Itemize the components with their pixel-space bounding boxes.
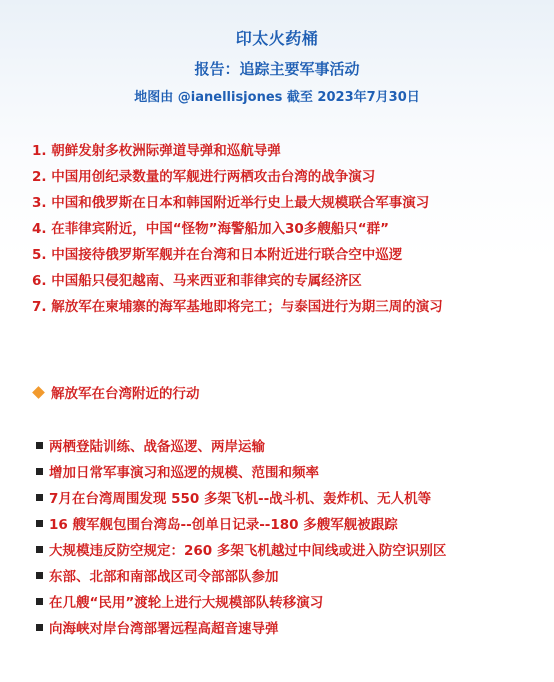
bullet-item [0,515,554,541]
square-bullet-icon [36,494,43,501]
list-item: 5. 中国接待俄罗斯军舰并在台湾和日本附近进行联合空中巡逻 [32,247,403,263]
bullet-text: 东部、北部和南部战区司令部部队参加 [49,569,279,585]
bullet-item [0,541,554,567]
list-item: 1. 朝鲜发射多枚洲际弹道导弹和巡航导弹 [32,143,281,159]
list-item: 6. 中国船只侵犯越南、马来西亚和菲律宾的专属经济区 [32,273,362,289]
square-bullet-icon [36,546,43,553]
section-heading [32,383,200,405]
square-bullet-icon [36,468,43,475]
bullet-text: 16 艘军舰包围台湾岛--创单日记录--180 多艘军舰被跟踪 [49,517,398,533]
bullet-item [0,437,554,463]
list-item: 3. 中国和俄罗斯在日本和韩国附近举行史上最大规模联合军事演习 [32,195,430,211]
square-bullet-icon [36,442,43,449]
list-item: 4. 在菲律宾附近，中国“怪物”海警船加入30多艘船只“群” [32,221,389,237]
page-subtitle: 报告：追踪主要军事活动 [194,60,360,78]
bullet-item [0,463,554,489]
square-bullet-icon [36,624,43,631]
bullet-text: 向海峡对岸台湾部署远程高超音速导弹 [49,621,279,637]
square-bullet-icon [36,572,43,579]
list-item: 7. 解放军在柬埔寨的海军基地即将完工；与泰国进行为期三周的演习 [32,299,443,315]
bullet-text: 两栖登陆训练、战备巡逻、两岸运输 [49,439,265,455]
bullet-text: 增加日常军事演习和巡逻的规模、范围和频率 [49,465,319,481]
square-bullet-icon [36,520,43,527]
section-heading-label: 解放军在台湾附近的行动 [51,386,200,402]
bullet-text: 7月在台湾周围发现 550 多架飞机--战斗机、轰炸机、无人机等 [49,491,432,507]
page-title: 印太火药桶 [235,29,319,48]
numbered-list [0,141,554,323]
square-bullet-icon [36,598,43,605]
bullet-item [0,489,554,515]
map-credit: 地图由 @ianellisjones 截至 2023年7月30日 [134,90,420,105]
bullet-list [0,437,554,645]
bullet-item [0,593,554,619]
bullet-item [0,567,554,593]
orange-diamond-icon [32,386,45,399]
list-item: 2. 中国用创纪录数量的军舰进行两栖攻击台湾的战争演习 [32,169,376,185]
bullet-text: 大规模违反防空规定：260 多架飞机越过中间线或进入防空识别区 [49,543,447,559]
bullet-text: 在几艘“民用”渡轮上进行大规模部队转移演习 [49,595,324,611]
bullet-item [0,619,554,645]
